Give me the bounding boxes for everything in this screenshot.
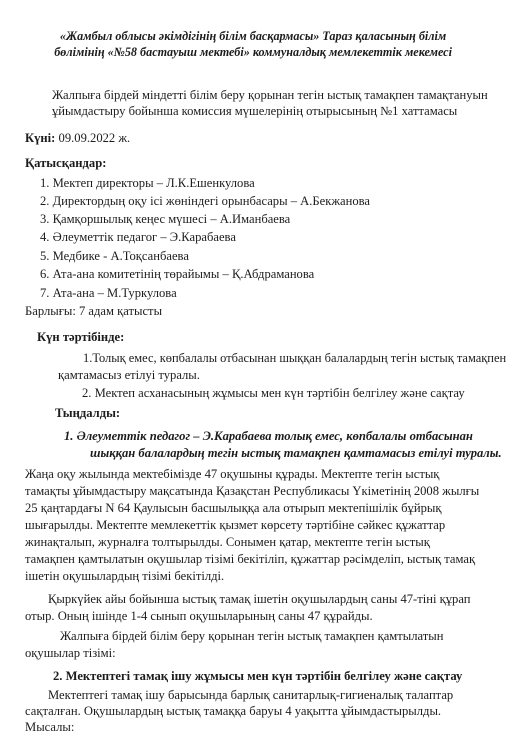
agenda-item-2: 2. Мектеп асханасының жұмысы мен күн тәртібін белгілеу және сақтау	[82, 386, 465, 400]
section-2-para-line: Мектептегі тамақ ішу барысында барлық санитарлық-гигиеналық талаптар	[48, 688, 454, 702]
section-1-para-1-line: 25 қаңтардағы N 64 Қаулысын басшылыққа ала отырып мектепішілік бұйрық	[25, 501, 442, 515]
date-label: Күні:	[25, 131, 56, 145]
participant-item: 2. Директордың оқу ісі жөніндегі орынбасары – А.Бекжанова	[40, 194, 371, 208]
header-line-2: бөлімінің «№58 бастауыш мектебі» коммуналдық мемлекеттік мекемесі	[54, 45, 452, 59]
section-1-title-line-2: шыққан балалардың тегін ыстық тамақпен қамтамасыз етілуі туралы.	[90, 446, 502, 460]
participants-total: Барлығы: 7 адам қатысты	[25, 304, 163, 318]
participant-item: 4. Әлеуметтік педагог – Э.Карабаева	[40, 230, 236, 244]
participant-item: 1. Мектеп директоры – Л.К.Ешенкулова	[40, 176, 255, 190]
agenda-heading: Күн тәртібінде:	[37, 330, 125, 344]
subject-line-2: ұйымдастыру бойынша комиссия мүшелерінің отырысының №1 хаттамасы	[52, 104, 458, 118]
listened-heading: Тыңдалды:	[55, 406, 121, 420]
date-line	[25, 131, 130, 146]
section-1-para-2-line: Қыркүйек айы бойынша ыстық тамақ ішетін оқушылардың саны 47-тіні құрап	[48, 592, 471, 606]
section-1-para-1-line: жинақталып, журналға толтырылды. Сонымен қатар, мектепте тегін ыстық	[25, 535, 430, 549]
section-2-para-line: Мысалы:	[25, 720, 75, 734]
agenda-item-1-line-2: қамтамасыз етілуі туралы.	[58, 368, 200, 382]
section-1-para-1-line: Жаңа оқу жылында мектебімізде 47 оқушыны құрады. Мектепте тегін ыстық	[25, 467, 440, 481]
section-1-title-line-1: 1. Әлеуметтік педагог – Э.Карабаева толық емес, көпбалалы отбасынан	[64, 429, 473, 443]
section-1-para-1-line: тамақпен қамтылатын оқушылар тізімі бекітіліп, құжаттар рәсімделіп, ыстық тамақ	[25, 552, 476, 566]
header-line-1: «Жамбыл облысы әкімдігінің білім басқармасы» Тараз қаласының білім	[59, 29, 447, 43]
participant-item: 3. Қамқоршылық кеңес мүшесі – А.Иманбаева	[40, 212, 291, 226]
participant-item: 6. Ата-ана комитетінің төрайымы – Қ.Абдраманова	[40, 267, 315, 281]
section-1-para-3-line: Жалпыға бірдей білім беру қорынан тегін ыстық тамақпен қамтылатын	[60, 629, 444, 643]
section-1-para-1-line: тамақты ұйымдастыру мақсатында Қазақстан Республикасы Үкіметінің 2008 жылғы	[25, 484, 480, 498]
agenda-item-1-line-1: 1.Толық емес, көпбалалы отбасынан шыққан балалардың тегін ыстық тамақпен	[83, 351, 507, 365]
section-1-para-2-line: отыр. Оның ішінде 1-4 сынып оқушыларының саны 47 құрайды.	[25, 609, 373, 623]
section-2-title: 2. Мектептегі тамақ ішу жұмысы мен күн тәртібін белгілеу және сақтау	[53, 669, 463, 683]
section-2-para-line: сақталған. Оқушылардың ыстық тамаққа баруы 4 уақытта ұйымдастырылды.	[25, 704, 442, 718]
section-1-para-3-line: оқушылар тізімі:	[25, 646, 116, 660]
participants-heading: Қатысқандар:	[25, 156, 107, 170]
section-1-para-1-line: ішетін оқушылардың тізімі бекітілді.	[25, 569, 225, 583]
participant-item: 7. Ата-ана – М.Туркулова	[40, 286, 177, 300]
participant-item: 5. Медбике - А.Тоқсанбаева	[40, 249, 189, 263]
date-value: 09.09.2022 ж.	[55, 131, 131, 145]
subject-line-1: Жалпыға бірдей міндетті білім беру қорынан тегін ыстық тамақпен тамақтануын	[52, 88, 488, 102]
section-1-para-1-line: шығарылды. Мектепте мемлекеттік қызмет көрсету тәртібіне сәйкес құжаттар	[25, 518, 446, 532]
